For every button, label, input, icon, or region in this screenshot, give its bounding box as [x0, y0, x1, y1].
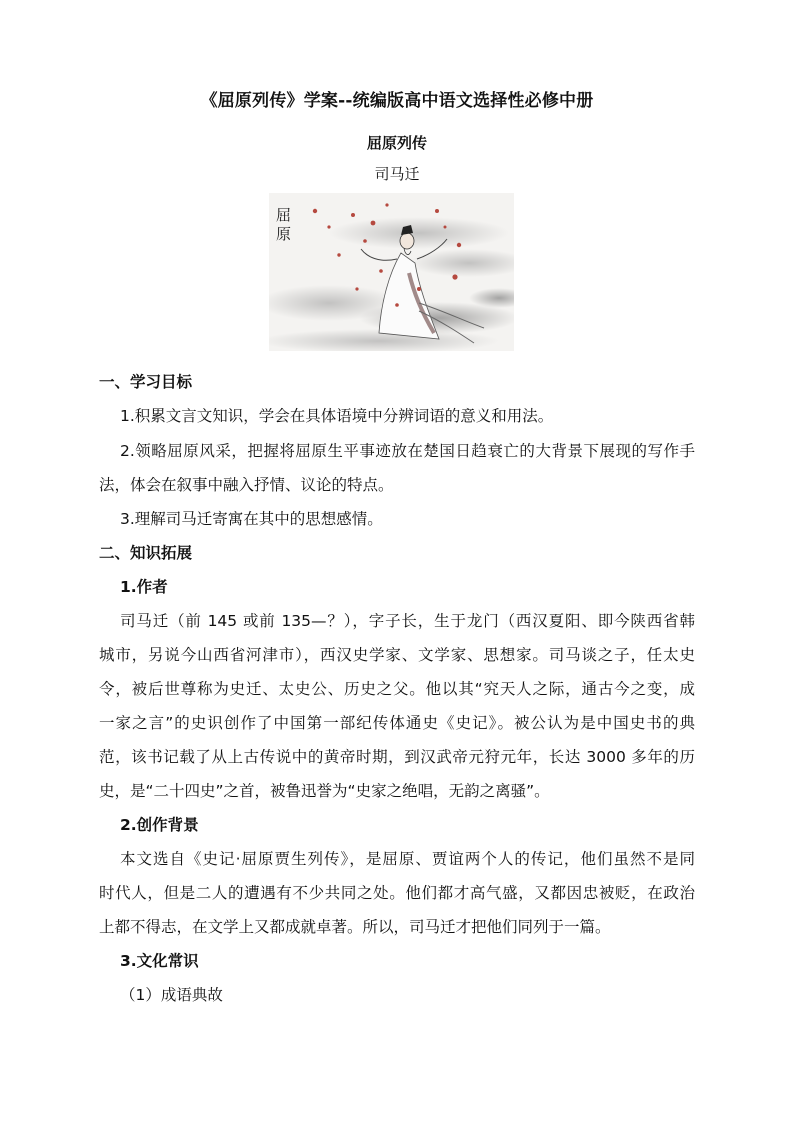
objective-item: 1.积累文言文知识，学会在具体语境中分辨词语的意义和用法。 [120, 407, 554, 425]
objective-item: 3.理解司马迁寄寓在其中的思想感情。 [120, 510, 383, 528]
background-paragraph-line: 上都不得志，在文学上又都成就卓著。所以，司马迁才把他们同列于一篇。 [99, 918, 611, 936]
author-paragraph-line: 城市，另说今山西省河津市），西汉史学家、文学家、思想家。司马谈之子，任太史 [99, 646, 695, 664]
illustration-calligraphy: 屈原 [274, 207, 292, 245]
subsection-heading-author: 1.作者 [120, 578, 168, 596]
section-heading-knowledge-expansion: 二、知识拓展 [99, 544, 193, 562]
author-paragraph-line: 史，是“二十四史”之首，被鲁迅誉为“史家之绝唱，无韵之离骚”。 [99, 782, 550, 800]
subsection-heading-background: 2.创作背景 [120, 816, 199, 834]
author-paragraph-line: 范，该书记载了从上古传说中的黄帝时期，到汉武帝元狩元年，长达 3000 多年的历 [99, 748, 695, 766]
qu-yuan-illustration [269, 193, 514, 351]
essay-author: 司马迁 [374, 165, 420, 183]
background-paragraph-line: 时代人，但是二人的遭遇有不少共同之处。他们都才高气盛，又都因忠被贬，在政治 [99, 884, 695, 902]
document-title: 《屈原列传》学案--统编版高中语文选择性必修中册 [200, 91, 594, 111]
objective-item: 2.领略屈原风采，把握将屈原生平事迹放在楚国日趋衰亡的大背景下展现的写作手 [120, 442, 695, 460]
essay-title: 屈原列传 [366, 134, 427, 152]
author-paragraph-line: 一家之言”的史识创作了中国第一部纪传体通史《史记》。被公认为是中国史书的典 [99, 714, 695, 732]
author-paragraph-line: 令，被后世尊称为史迁、太史公、历史之父。他以其“究天人之际，通古今之变，成 [99, 680, 695, 698]
cultural-knowledge-item: （1）成语典故 [120, 986, 223, 1004]
subsection-heading-cultural-knowledge: 3.文化常识 [120, 952, 199, 970]
section-heading-learning-objectives: 一、学习目标 [99, 373, 193, 391]
ink-painting-image [269, 193, 514, 351]
author-paragraph-line: 司马迁（前 145 或前 135—？），字子长，生于龙门（西汉夏阳、即今陕西省韩 [120, 612, 695, 630]
objective-item-continued: 法，体会在叙事中融入抒情、议论的特点。 [99, 476, 394, 494]
background-paragraph-line: 本文选自《史记·屈原贾生列传》，是屈原、贾谊两个人的传记，他们虽然不是同 [120, 850, 695, 868]
